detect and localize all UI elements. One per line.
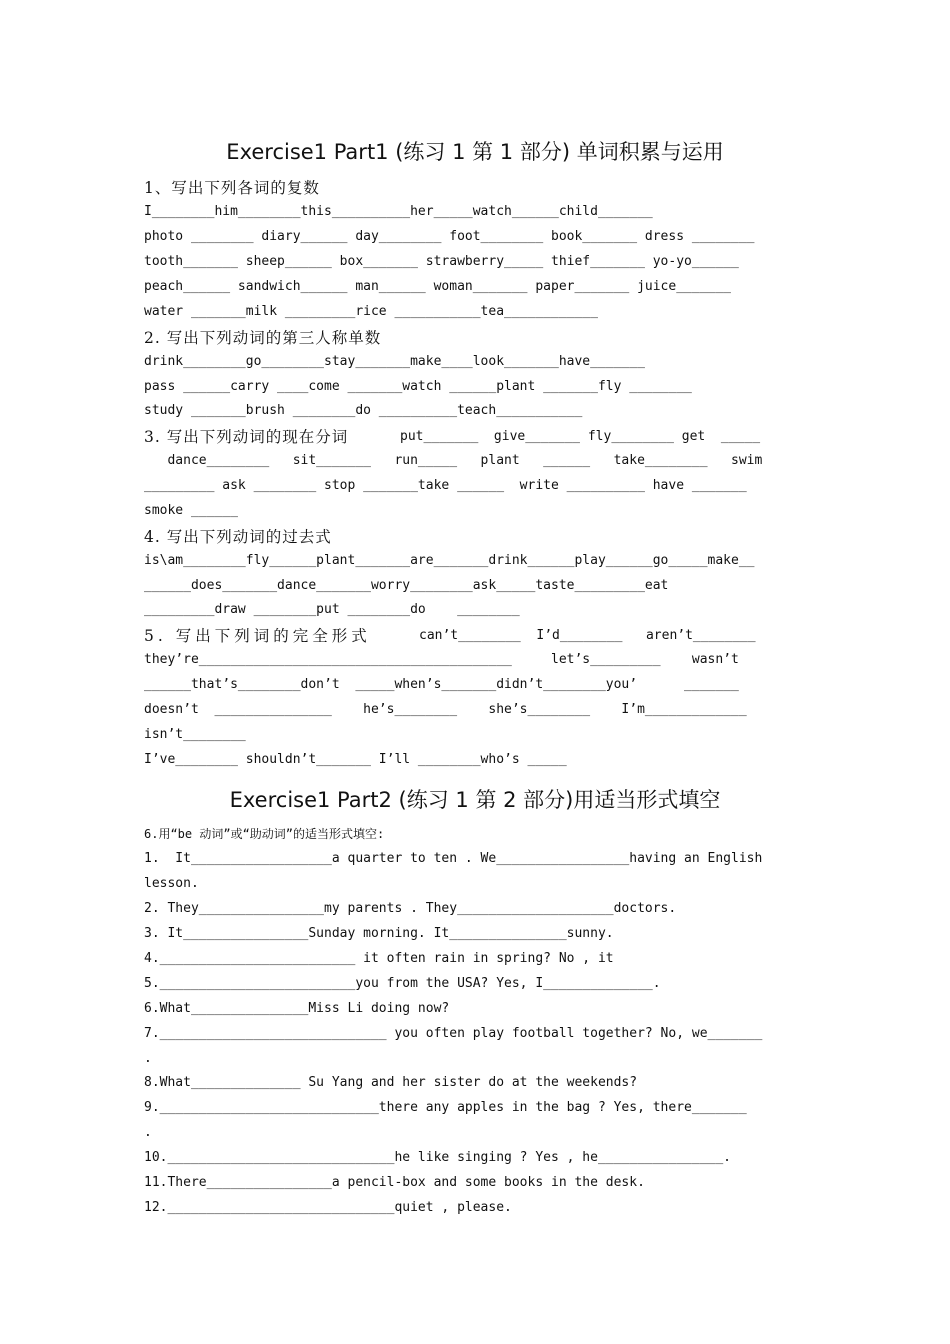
- part1-title: Exercise1 Part1 (练习 1 第 1 部分) 单词积累与运用: [226, 140, 724, 164]
- q-line-5: 4._________________________ it often rain in spring? No , it: [144, 951, 614, 966]
- q-line-12: .: [144, 1125, 152, 1140]
- s5-line-1: they’re________________________________________ let’s_________ wasn’t: [144, 652, 739, 667]
- s2-line-3: study _______brush ________do __________teach___________: [144, 403, 583, 418]
- q-line-11: 9.____________________________there any apples in the bag ? Yes, there_______: [144, 1100, 747, 1115]
- s5-line-2: ______that’s________don’t _____when’s_______didn’t________you’ _______: [144, 677, 739, 692]
- q-line-3: 2. They________________my parents . They____________________doctors.: [144, 901, 677, 916]
- section4-heading: 4. 写出下列动词的过去式: [144, 528, 332, 546]
- q-line-14: 11.There________________a pencil-box and some books in the desk.: [144, 1175, 645, 1190]
- s1-line-2: photo ________ diary______ day________ foot________ book_______ dress ________: [144, 229, 755, 244]
- s4-line-1: is\am________fly______plant_______are_______drink______play______go_____make__: [144, 553, 755, 568]
- s3-line-1: dance________ sit_______ run_____ plant ______ take________ swim: [144, 453, 763, 468]
- s5-line-4: isn’t________: [144, 727, 246, 742]
- s3-line-3: smoke ______: [144, 503, 238, 518]
- q-line-9: .: [144, 1051, 152, 1066]
- s5-line-3: doesn’t _______________ he’s________ she’s________ I’m_____________: [144, 702, 747, 717]
- q-line-15: 12._____________________________quiet , please.: [144, 1200, 512, 1215]
- s4-line-2: ______does_______dance_______worry________ask_____taste_________eat: [144, 578, 669, 593]
- q-line-7: 6.What_______________Miss Li doing now?: [144, 1001, 450, 1016]
- s2-line-2: pass ______carry ____come _______watch ______plant _______fly ________: [144, 379, 692, 394]
- q-line-2: lesson.: [144, 876, 199, 891]
- s4-line-3: _________draw ________put ________do ________: [144, 602, 520, 617]
- s3-line-2: _________ ask ________ stop _______take ______ write __________ have _______: [144, 478, 747, 493]
- s3-heading-tail: put_______ give_______ fly________ get _____: [400, 429, 761, 444]
- s2-line-1: drink________go________stay_______make____look_______have_______: [144, 354, 645, 369]
- s1-line-3: tooth_______ sheep______ box_______ strawberry_____ thief_______ yo-yo______: [144, 254, 739, 269]
- section1-heading: 1、写出下列各词的复数: [144, 179, 320, 197]
- s1-line-5: water _______milk _________rice ___________tea____________: [144, 304, 598, 319]
- section2-heading: 2. 写出下列动词的第三人称单数: [144, 329, 382, 347]
- part2-title: Exercise1 Part2 (练习 1 第 2 部分)用适当形式填空: [229, 788, 721, 812]
- q-line-6: 5._________________________you from the USA? Yes, I______________.: [144, 976, 661, 991]
- s1-line-4: peach______ sandwich______ man______ woman_______ paper_______ juice_______: [144, 279, 731, 294]
- q-line-8: 7._____________________________ you often play football together? No, we_______: [144, 1026, 763, 1041]
- q-line-4: 3. It________________Sunday morning. It_______________sunny.: [144, 926, 614, 941]
- section5-heading: 5. 写出下列词的完全形式: [144, 627, 371, 645]
- s5-line-5: I’ve________ shouldn’t_______ I’ll ________who’s _____: [144, 752, 567, 767]
- part2-heading: 6.用“be 动词”或“助动词”的适当形式填空:: [144, 827, 385, 841]
- s1-line-1: I________him________this__________her_____watch______child_______: [144, 204, 653, 219]
- s5-heading-tail: can’t________ I’d________ aren’t________: [419, 628, 756, 643]
- section3-heading: 3. 写出下列动词的现在分词: [144, 428, 349, 446]
- q-line-1: 1. It__________________a quarter to ten . We_________________having an English: [144, 851, 763, 866]
- q-line-13: 10._____________________________he like singing ? Yes , he________________.: [144, 1150, 731, 1165]
- q-line-10: 8.What______________ Su Yang and her sister do at the weekends?: [144, 1075, 638, 1090]
